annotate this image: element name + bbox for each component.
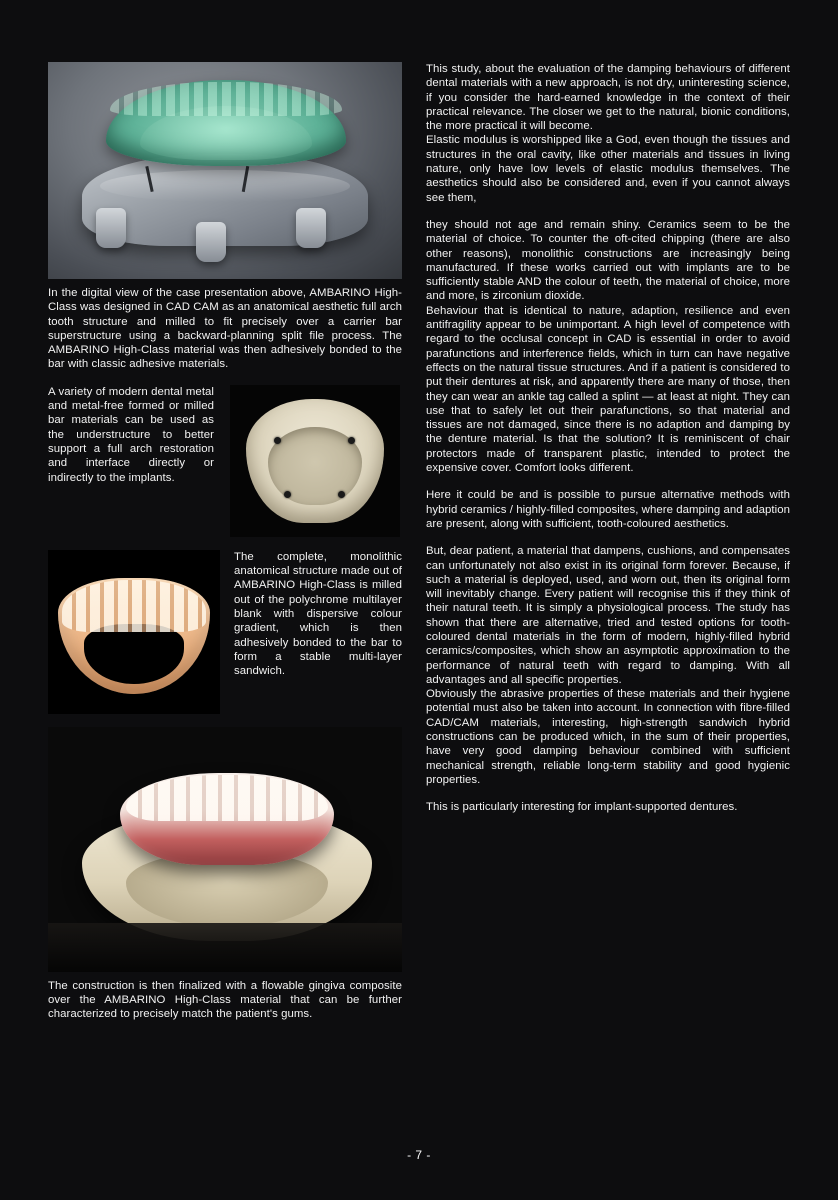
body-paragraph-1: This study, about the evaluation of the damping behaviours of different dental materials with a new approach, is not dry, uninteresting science, if you consider the hard-earned knowledge in the context of their practical relevance. The closer we get to the natural, bionic conditions, the more practical it will become.	[426, 63, 790, 133]
bar-screw-hole	[284, 491, 291, 498]
monolithic-figure-block	[48, 550, 402, 714]
bar-screw-hole	[274, 437, 281, 444]
left-column	[48, 62, 402, 1022]
figure-monolithic-milled-arch	[48, 550, 220, 714]
body-paragraph-8: This is particularly interesting for implant-supported dentures.	[426, 801, 738, 814]
figure-cad-cam-digital-view	[48, 62, 402, 279]
body-paragraph-7: Obviously the abrasive properties of these materials and their hygiene potential must also be taken into account. In connection with fibre-filled CAD/CAM materials, interesting, high-strength sandwich hybrid constructions can be produced which, in the sum of their properties, have very good damping behaviour combined with sufficient mechanical strength, reliable long-term stability and good hygienic properties.	[426, 688, 790, 786]
cad-tooth-row	[110, 82, 342, 116]
caption-monolithic-milled-arch: The complete, monolithic anatomical structure made out of AMBARINO High-Class is milled out of the polychrome multilayer blank with dispersive colour gradient, which is then adhesively bonded to the bar to form a stable multi-layer sandwich.	[234, 550, 402, 678]
page-columns	[48, 62, 790, 1022]
bar-figure-block	[48, 385, 402, 537]
body-paragraph-6: But, dear patient, a material that dampens, cushions, and compensates can unfortunately not also exist in its original form forever. Because, if such a material is deployed, used, and worn out, then its original form will inevitably change. Every patient will recognise this if they think of their natural teeth. It is simply a physiological process. The study has shown that there are alternative, tried and tested options for tooth-coloured dental materials in the form of modern, highly-filled hybrid ceramics/composites, which show an asymptotic approximation to the performance of natural teeth with regard to damping. With all advantages and all specific properties.	[426, 545, 790, 686]
monolithic-tooth-row	[62, 580, 206, 632]
caption-cad-cam-digital-view: In the digital view of the case presentation above, AMBARINO High-Class was designed in CAD CAM as an anatomical aesthetic full arch tooth structure and milled to fit precisely over a carrier bar superstructure using a backward-planning split file process. The AMBARINO High-Class material was then adhesively bonded to the bar with classic adhesive materials.	[48, 287, 402, 371]
bar-screw-hole	[338, 491, 345, 498]
bar-screw-hole	[348, 437, 355, 444]
cad-abutment-peg	[96, 208, 126, 248]
page-number: - 7 -	[407, 1148, 431, 1162]
figure-bar-superstructure	[230, 385, 400, 537]
cad-abutment-peg	[196, 222, 226, 262]
body-paragraph-5: Here it could be and is possible to pursue alternative methods with hybrid ceramics / highly-filled composites, where damping and adaption are present, along with sufficient, tooth-coloured aesthetics.	[426, 489, 790, 530]
right-column	[426, 62, 790, 1022]
figure-gingiva-composite-finalized	[48, 727, 402, 972]
body-paragraph-3: they should not age and remain shiny. Ceramics seem to be the material of choice. To counter the oft-cited chipping (there are also other reasons), monolithic constructions are increasingly being manufactured. If these works carried out with implants are to be sufficiently stable AND the colour of teeth, the material of choice, more and more, is zirconium dioxide.	[426, 218, 790, 303]
body-paragraph-4: Behaviour that is identical to nature, adaption, resilience and even antifragility appear to be unimportant. A high level of competence with regard to the occlusal concept in CAD is essential in order to avoid parafunctions and interference fields, which in turn can have negative effects on the natural tissue structures. And if a patient is considered to put their dentures at risk, and apparently there are many of those, then they can wear an ankle tag called a splint — at least at night. They can use that to safely let out their parafunctions, so that material and tissues are not damaged, since there is no adaption and damping by the denture material. Is that the solution? It is reminiscent of chair protectors made of transparent plastic, intended to protect the expensive cover. Comfort looks different.	[426, 304, 790, 475]
caption-gingiva-composite-finalized: The construction is then finalized with a flowable gingiva composite over the AMBARINO High-Class material that can be further characterized to precisely match the patient's gums.	[48, 979, 402, 1021]
bar-arch-body	[246, 399, 384, 523]
body-paragraph-2: Elastic modulus is worshipped like a God, even though the tissues and structures in the oral cavity, like other materials and tissues in living nature, only have low levels of elastic modulus themselves. The aesthetics should also be considered and, even if you cannot always see them,	[426, 134, 790, 204]
figure-shadow	[48, 923, 402, 972]
cad-abutment-peg	[296, 208, 326, 248]
caption-bar-superstructure: A variety of modern dental metal and metal-free formed or milled bar materials can be used as the understructure to better support a full arch restoration and interface directly or indirectly to the implants.	[48, 385, 214, 484]
